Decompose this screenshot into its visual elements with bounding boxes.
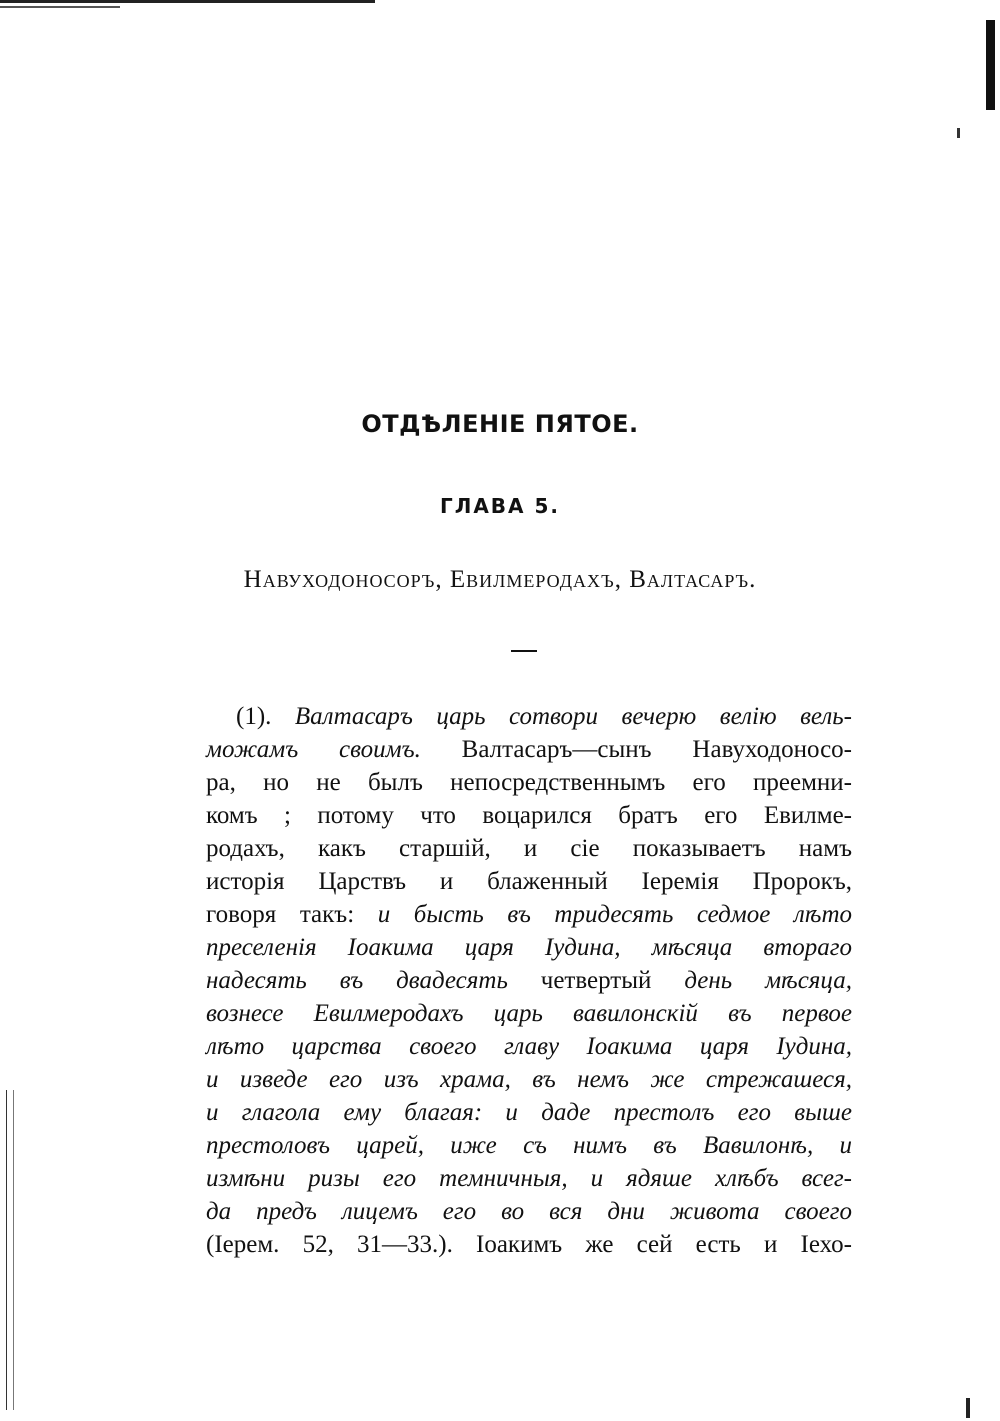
line-segment: да предъ лицемъ его во вся дни живота своего (206, 1198, 852, 1225)
body-text (206, 700, 852, 1261)
text-line (206, 931, 852, 964)
line-segment: надесять въ двадесять (206, 967, 541, 994)
text-line (206, 733, 852, 766)
scan-left-edge (6, 1090, 14, 1410)
line-segment: измѣни ризы его темничныя, и ядяше хлѣбъ всег- (206, 1165, 852, 1192)
line-segment: родахъ, какъ старшій, и сіе показываетъ намъ (206, 835, 852, 862)
line-segment: престоловъ царей, иже съ нимъ въ Вавилонѣ, и (206, 1132, 852, 1159)
line-segment: вознесе Евилмеродахъ царь вавилонскій въ первое (206, 1000, 852, 1027)
text-line (206, 865, 852, 898)
text-line (206, 832, 852, 865)
line-segment: четвертый (540, 967, 652, 994)
line-segment: Валтасаръ—сынъ Навуходоносо- (420, 736, 852, 763)
scan-edge-top (0, 0, 375, 6)
text-line (206, 1129, 852, 1162)
text-line (206, 1096, 852, 1129)
line-segment: Валтасаръ царь сотвори вечерю велію вель- (294, 703, 852, 730)
scan-mark-right (986, 20, 995, 110)
line-segment: день мѣсяца, (651, 967, 852, 994)
line-segment: исторія Царствъ и блаженный Іеремія Пророкъ, (206, 868, 852, 895)
chapter-title: ГЛАВА 5. (439, 494, 561, 518)
line-segment: преселенія Іоакима царя Іудина, мѣсяца втораго (206, 934, 852, 961)
line-segment: и бысть въ тридесять седмое лѣто (377, 901, 852, 928)
chapter-subtitle: Навуходоносоръ, Евилмеродахъ, Валтасаръ. (243, 566, 757, 593)
line-segment: лѣто царства своего главу Іоакима царя Іудина, (206, 1033, 852, 1060)
text-line (206, 1030, 852, 1063)
text-line (206, 898, 852, 931)
line-segment: и глагола ему благая: и даде престолъ его выше (206, 1099, 852, 1126)
text-line (206, 766, 852, 799)
line-segment: можамъ своимъ. (206, 736, 421, 763)
section-title: ОТДѢЛЕНІЕ ПЯТОЕ. (361, 410, 639, 438)
text-line (206, 1228, 852, 1261)
text-line (206, 964, 852, 997)
line-segment: и изведе его изъ храма, въ немъ же стрежашеся, (206, 1066, 852, 1093)
text-line (206, 799, 852, 832)
text-line (206, 997, 852, 1030)
divider-rule (511, 650, 537, 652)
text-line (206, 700, 852, 733)
text-line (206, 1063, 852, 1096)
scan-mark-right-small (957, 128, 960, 138)
text-line (206, 1195, 852, 1228)
text-line (206, 1162, 852, 1195)
line-segment: комъ ; потому что воцарился братъ его Евилме- (206, 802, 852, 829)
line-segment: говоря такъ: (206, 901, 378, 928)
line-segment: (1). (236, 703, 295, 730)
line-segment: ра, но не былъ непосредственнымъ его преемни- (206, 769, 852, 796)
scan-bottom-mark (966, 1398, 970, 1418)
line-segment: (Іерем. 52, 31—33.). Іоакимъ же сей есть и Іехо- (206, 1231, 852, 1258)
